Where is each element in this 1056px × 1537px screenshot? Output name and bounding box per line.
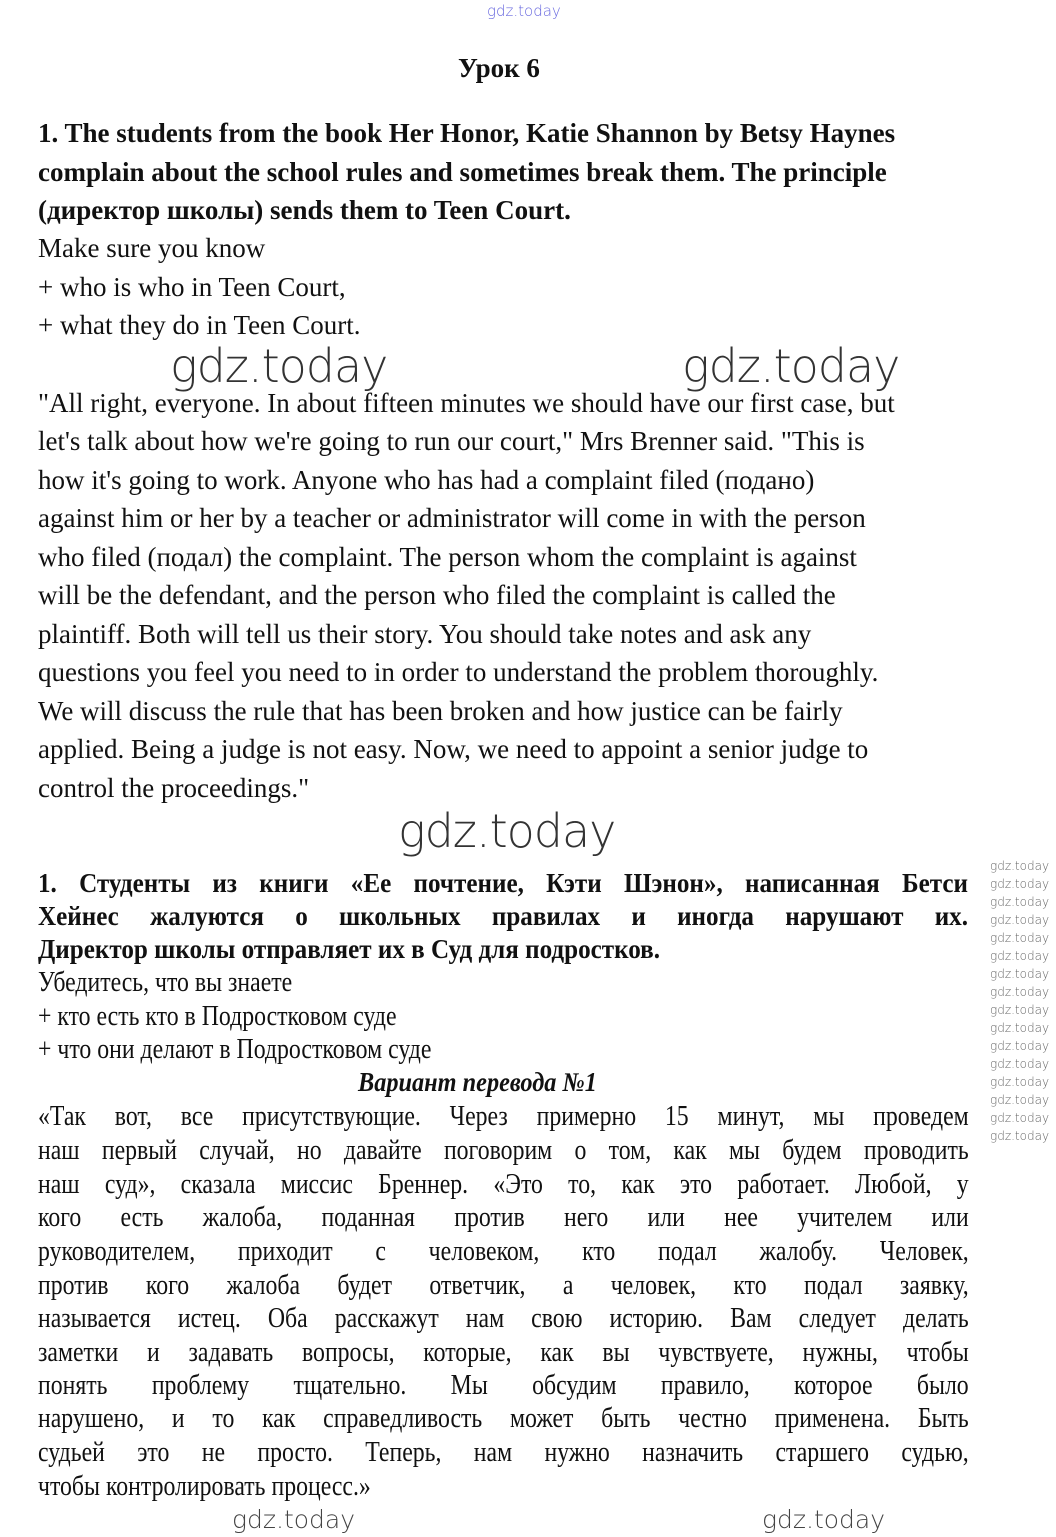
paragraph-line: who filed (подал) the complaint. The person whom the complaint is against	[38, 542, 857, 572]
paragraph-line: называется истец. Оба расскажут нам свою историю. Вам следует делать	[38, 1302, 969, 1334]
paragraph-line: заметки и задавать вопросы, которые, как вы чувствуете, нужны, чтобы	[38, 1336, 969, 1368]
watermark: gdz.today	[762, 1505, 886, 1534]
watermark: gdz.today	[990, 877, 1050, 891]
heading-line: 1. The students from the book Her Honor, Katie Shannon by Betsy Haynes	[38, 118, 896, 148]
paragraph-line: руководителем, приходит с человеком, кто подал жалобу. Человек,	[38, 1235, 969, 1267]
paragraph-line: We will discuss the rule that has been broken and how justice can be fairly	[38, 696, 843, 726]
paragraph-line: plaintiff. Both will tell us their story. You should take notes and ask any	[38, 619, 812, 649]
paragraph-line: questions you feel you need to in order to understand the problem thoroughly.	[38, 657, 879, 687]
task-line: Make sure you know	[38, 233, 266, 263]
task-line: Убедитесь, что вы знаете	[38, 966, 293, 998]
paragraph-line: "All right, everyone. In about fifteen minutes we should have our first case, but	[38, 388, 895, 418]
paragraph-line: how it's going to work. Anyone who has had a complaint filed (подано)	[38, 465, 815, 495]
watermark: gdz.today	[990, 1039, 1050, 1053]
variant-title: Вариант перевода №1	[358, 1067, 597, 1097]
lesson-title: Урок 6	[458, 53, 540, 83]
watermark: gdz.today	[990, 1075, 1050, 1089]
paragraph-line: чтобы контролировать процесс.»	[38, 1470, 371, 1502]
paragraph-line: will be the defendant, and the person who filed the complaint is called the	[38, 580, 836, 610]
paragraph-line: against him or her by a teacher or administrator will come in with the person	[38, 503, 866, 533]
paragraph-line: против кого жалоба будет ответчик, а человек, кто подал заявку,	[38, 1269, 969, 1301]
paragraph-line: судьей это не просто. Теперь, нам нужно назначить старшего судью,	[38, 1436, 969, 1468]
paragraph-line: наш суд», сказала миссис Бреннер. «Это то, как это работает. Любой, у	[38, 1168, 969, 1200]
task-line: + who is who in Teen Court,	[38, 272, 346, 302]
heading-line: (директор школы) sends them to Teen Court.	[38, 195, 571, 225]
heading-line: complain about the school rules and sometimes break them. The principle	[38, 157, 887, 187]
paragraph-line: понять проблему тщательно. Мы обсудим правило, которое было	[38, 1369, 969, 1401]
watermark: gdz.today	[170, 339, 388, 393]
watermark: gdz.today	[990, 931, 1050, 945]
watermark: gdz.today	[990, 1111, 1050, 1125]
watermark: gdz.today	[990, 1021, 1050, 1035]
paragraph-line: наш первый случай, но давайте поговорим о том, как мы будем проводить	[38, 1134, 969, 1166]
paragraph-line: control the proceedings."	[38, 773, 310, 803]
watermark: gdz.today	[990, 967, 1050, 981]
watermark: gdz.today	[990, 949, 1050, 963]
watermark: gdz.today	[990, 1003, 1050, 1017]
watermark: gdz.today	[398, 804, 616, 858]
paragraph-line: let's talk about how we're going to run our court," Mrs Brenner said. "This is	[38, 426, 865, 456]
heading-line: Хейнес жалуются о школьных правилах и иногда нарушают их.	[38, 901, 968, 931]
watermark: gdz.today	[990, 859, 1050, 873]
top-watermark: gdz.today	[487, 2, 561, 20]
heading-line: Директор школы отправляет их в Суд для подростков.	[38, 934, 661, 964]
paragraph-line: кого есть жалоба, поданная против него или нее учителем или	[38, 1201, 969, 1233]
watermark: gdz.today	[990, 1093, 1050, 1107]
paragraph-line: applied. Being a judge is not easy. Now, we need to appoint a senior judge to	[38, 734, 869, 764]
task-line: + кто есть кто в Подростковом суде	[38, 1000, 397, 1032]
task-line: + what they do in Teen Court.	[38, 310, 361, 340]
watermark: gdz.today	[990, 985, 1050, 999]
heading-line: 1. Студенты из книги «Ее почтение, Кэти Шэнон», написанная Бетси	[38, 868, 968, 898]
watermark: gdz.today	[990, 1057, 1050, 1071]
paragraph-line: «Так вот, все присутствующие. Через примерно 15 минут, мы проведем	[38, 1100, 969, 1132]
watermark: gdz.today	[990, 913, 1050, 927]
watermark: gdz.today	[232, 1505, 356, 1534]
task-line: + что они делают в Подростковом суде	[38, 1033, 432, 1065]
watermark: gdz.today	[990, 1129, 1050, 1143]
watermark: gdz.today	[682, 339, 900, 393]
watermark: gdz.today	[990, 895, 1050, 909]
paragraph-line: нарушено, и то как справедливость может быть честно применена. Быть	[38, 1402, 969, 1434]
